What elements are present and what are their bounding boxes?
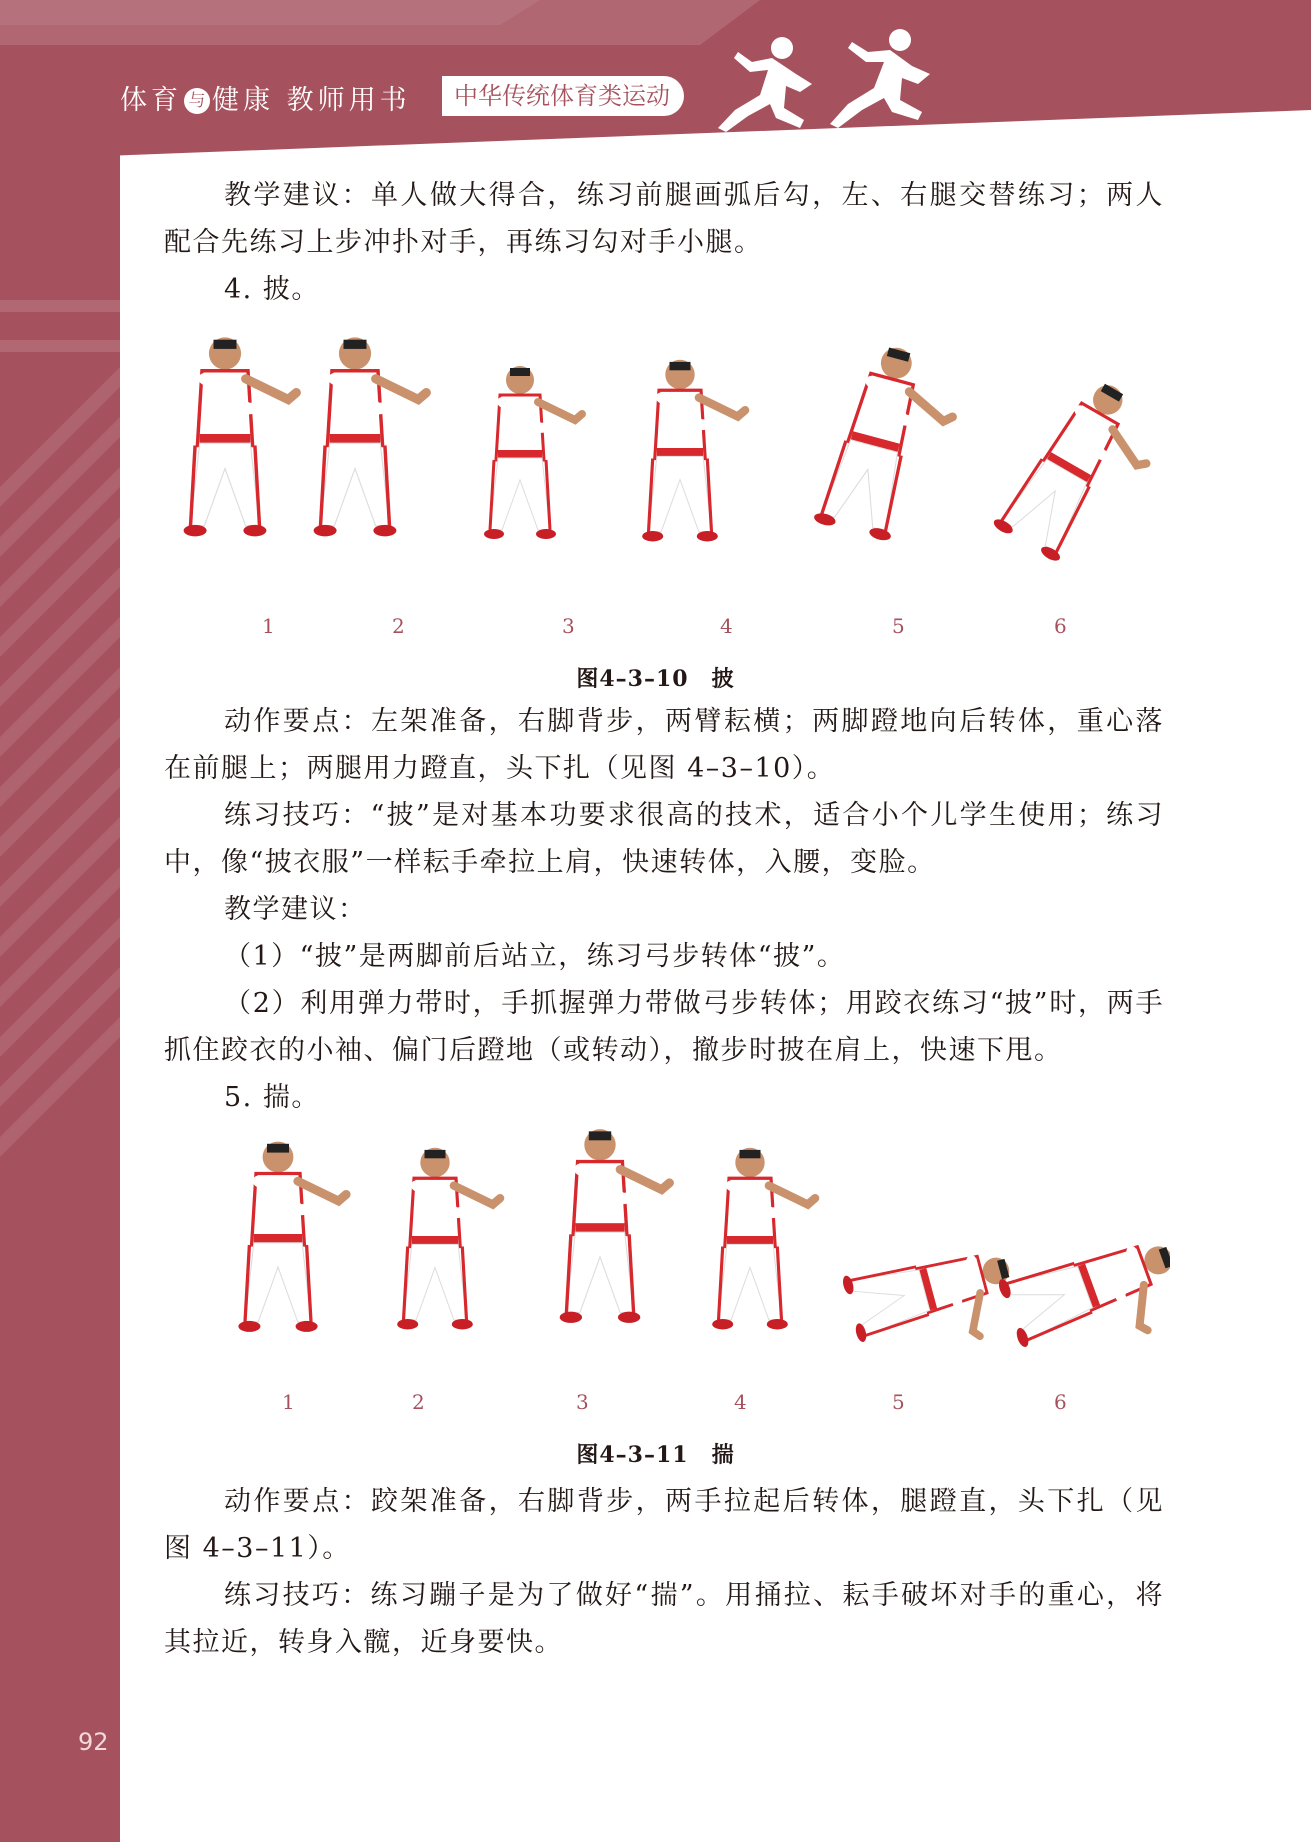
page-header (0, 0, 1311, 160)
page-number: 92 (78, 1728, 109, 1756)
paragraph: 动作要点：左架准备，右脚背步，两臂耘横；两脚蹬地向后转体，重心落在前腿上；两腿用力蹬直，头下扎（见图 4–3–10）。 (164, 706, 1164, 784)
text-block-2 (164, 698, 1164, 1121)
sidebar-band (0, 300, 120, 312)
subheading: 4. 披。 (224, 274, 320, 305)
figure-step-number: 2 (392, 614, 405, 638)
paragraph: 练习技巧：“披”是对基本功要求很高的技术，适合小个儿学生使用；练习中，像“披衣服”一样耘手牵拉上肩，快速转体，入腰，变脸。 (164, 800, 1164, 878)
figure-step-number: 2 (412, 1390, 425, 1414)
figure-4-3-11 (150, 1128, 1170, 1418)
book-title: 体育 与 健康 教师用书 (120, 85, 411, 116)
text-block-3 (164, 1478, 1164, 1666)
paragraph: 动作要点：跤架准备，右脚背步，两手拉起后转体，腿蹬直，头下扎（见图 4–3–11）。 (164, 1486, 1164, 1564)
wrestler-sequence-photo (150, 1128, 1170, 1368)
figure-step-number: 5 (892, 614, 905, 638)
paragraph: 教学建议：单人做大得合，练习前腿画弧后勾，左、右腿交替练习；两人配合先练习上步冲扑对手，再练习勾对手小腿。 (164, 180, 1164, 258)
sidebar-decoration (0, 0, 120, 1842)
wrestler-sequence-photo (150, 330, 1170, 590)
figure-step-number: 3 (562, 614, 575, 638)
section-tag: 中华传统体育类运动 (442, 76, 684, 116)
list-item: （2）利用弹力带时，手抓握弹力带做弓步转体；用跤衣练习“披”时，两手抓住跤衣的小袖、偏门后蹬地（或转动），撤步时披在肩上，快速下甩。 (164, 988, 1164, 1066)
paragraph: 教学建议： (224, 894, 367, 925)
text-block-1 (164, 172, 1164, 313)
figure-step-number: 3 (576, 1390, 589, 1414)
figure-step-number: 1 (262, 614, 275, 638)
figure-step-number: 6 (1054, 614, 1067, 638)
figure-step-number: 4 (720, 614, 733, 638)
figure-step-number: 6 (1054, 1390, 1067, 1414)
figure-caption: 图4–3–11 揣 (576, 1442, 735, 1468)
sidebar-band (0, 340, 120, 352)
yu-badge: 与 (184, 88, 210, 114)
figure-step-number: 4 (734, 1390, 747, 1414)
figure-step-number: 5 (892, 1390, 905, 1414)
subheading: 5. 揣。 (224, 1082, 320, 1113)
paragraph: 练习技巧：练习蹦子是为了做好“揣”。用捅拉、耘手破坏对手的重心，将其拉近，转身入髋，近身要快。 (164, 1580, 1164, 1658)
figure-caption: 图4–3–10 披 (576, 666, 735, 692)
figure-4-3-10 (150, 330, 1170, 660)
figure-step-number: 1 (282, 1390, 295, 1414)
list-item: （1）“披”是两脚前后站立，练习弓步转体“披”。 (224, 941, 846, 972)
